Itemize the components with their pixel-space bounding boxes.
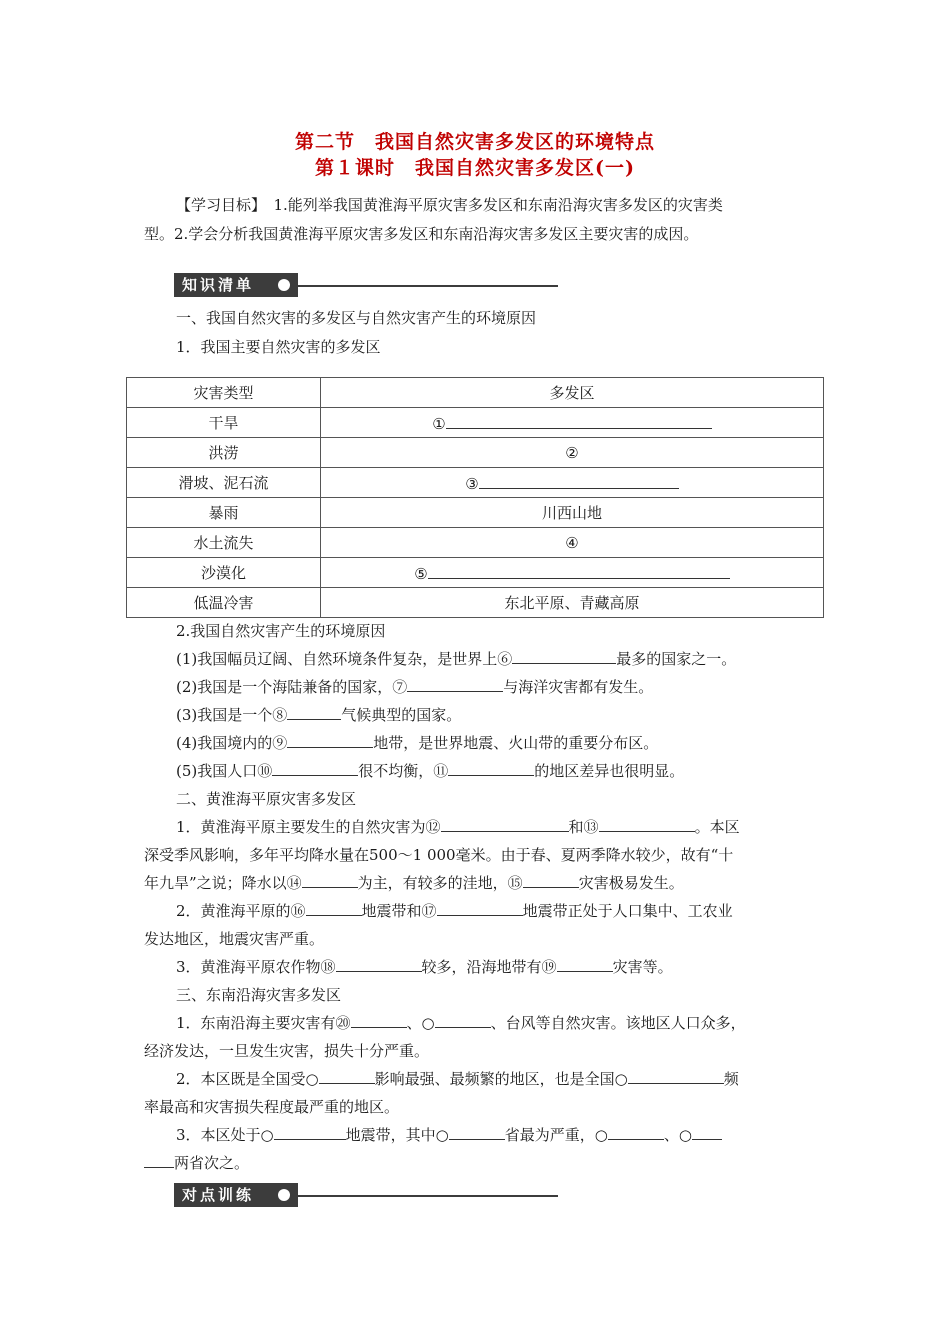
objectives-line2: 型。2.学会分析我国黄淮海平原灾害多发区和东南沿海灾害多发区主要灾害的成因。 <box>144 225 699 243</box>
s2-p1-line1: 1．黄淮海平原主要发生的自然灾害为⑫ 和⑬ 。本区 <box>176 813 740 841</box>
table-row <box>127 468 824 498</box>
reason-1: (1)我国幅员辽阔、自然环境条件复杂，是世界上⑥ 最多的国家之一。 <box>176 645 736 673</box>
table-row <box>127 438 824 468</box>
hazard-type: 低温冷害 <box>127 588 321 618</box>
objectives-line1: 【学习目标】 1.能列举我国黄淮海平原灾害多发区和东南沿海灾害多发区的灾害类 <box>176 196 723 214</box>
section1-heading: 一、我国自然灾害的多发区与自然灾害产生的环境原因 <box>176 309 537 327</box>
reason-2: (2)我国是一个海陆兼备的国家，⑦ 与海洋灾害都有发生。 <box>176 673 653 701</box>
hazard-type: 暴雨 <box>127 498 321 528</box>
hazard-type: 水土流失 <box>127 528 321 558</box>
reason-3: (3)我国是一个⑧ 气候典型的国家。 <box>176 701 461 729</box>
table-header-cell: 灾害类型 <box>127 378 321 408</box>
hazard-area: ④ <box>321 528 824 558</box>
hazard-type: 沙漠化 <box>127 558 321 588</box>
table-row <box>127 558 824 588</box>
banner-rule <box>298 285 558 287</box>
table-row <box>127 588 824 618</box>
section3-heading: 三、东南沿海灾害多发区 <box>176 986 342 1004</box>
section1-sub2: 2.我国自然灾害产生的环境原因 <box>176 622 386 640</box>
banner-rule <box>298 1195 558 1197</box>
hazard-type: 干旱 <box>127 408 321 438</box>
s2-p2-line1: 2．黄淮海平原的⑯ 地震带和⑰ 地震带正处于人口集中、工农业 <box>176 897 733 925</box>
hazard-type: 滑坡、泥石流 <box>127 468 321 498</box>
section2-heading: 二、黄淮海平原灾害多发区 <box>176 790 357 808</box>
hazard-type: 洪涝 <box>127 438 321 468</box>
reason-5: (5)我国人口⑩ 很不均衡，⑪ 的地区差异也很明显。 <box>176 757 684 785</box>
s3-p2-line2: 率最高和灾害损失程度最严重的地区。 <box>144 1098 400 1116</box>
table-row <box>127 408 824 438</box>
hazard-area: ③ <box>321 468 824 498</box>
hazard-area: ① <box>321 408 824 438</box>
s3-p3-line1: 3．本区处于○ 地震带，其中○ 省最为严重，○ 、○ <box>176 1121 722 1149</box>
table-row <box>127 498 824 528</box>
section1-sub1: 1．我国主要自然灾害的多发区 <box>176 338 381 356</box>
practice-banner: 对点训练 <box>174 1183 298 1207</box>
hazard-area: 东北平原、青藏高原 <box>321 588 824 618</box>
s2-p3: 3．黄淮海平原农作物⑱ 较多，沿海地带有⑲ 灾害等。 <box>176 953 673 981</box>
table-row <box>127 528 824 558</box>
hazard-table <box>126 377 824 618</box>
bullet-dot-icon <box>278 1189 290 1201</box>
lesson-title: 第１课时 我国自然灾害多发区(一) <box>315 157 635 179</box>
section-title: 第二节 我国自然灾害多发区的环境特点 <box>294 131 655 153</box>
knowledge-banner: 知识清单 <box>174 273 298 297</box>
s3-p1-line2: 经济发达，一旦发生灾害，损失十分严重。 <box>144 1042 430 1060</box>
s2-p2-line2: 发达地区，地震灾害严重。 <box>144 930 325 948</box>
s2-p1-line2: 深受季风影响，多年平均降水量在500～1 000毫米。由于春、夏两季降水较少，故有“十 <box>144 846 734 864</box>
hazard-area: 川西山地 <box>321 498 824 528</box>
hazard-area: ② <box>321 438 824 468</box>
table-header-row <box>127 378 824 408</box>
s3-p2-line1: 2．本区既是全国受○ 影响最强、最频繁的地区，也是全国○ 频 <box>176 1065 739 1093</box>
hazard-area: ⑤ <box>321 558 824 588</box>
reason-4: (4)我国境内的⑨ 地带，是世界地震、火山带的重要分布区。 <box>176 729 658 757</box>
table-header-cell: 多发区 <box>321 378 824 408</box>
s3-p1-line1: 1．东南沿海主要灾害有⑳ 、○ 、台风等自然灾害。该地区人口众多， <box>176 1009 746 1037</box>
bullet-dot-icon <box>278 279 290 291</box>
s2-p1-line3: 年九旱”之说；降水以⑭ 为主，有较多的洼地，⑮ 灾害极易发生。 <box>144 869 684 897</box>
s3-p3-line2: 两省次之。 <box>144 1149 249 1177</box>
